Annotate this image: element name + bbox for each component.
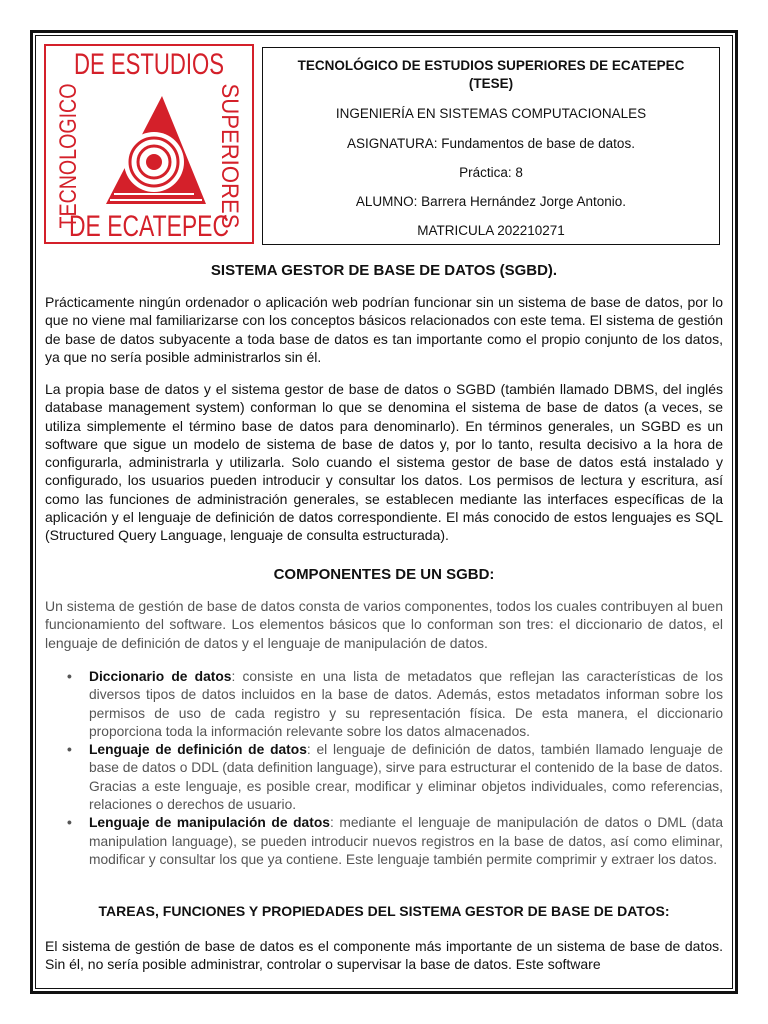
subject-name: ASIGNATURA: Fundamentos de base de datos. [347, 136, 635, 151]
bullet-text: : mediante el lenguaje de manipulación de datos o DML (data manipulation language), se pueden introducir nuevos registros en la base de datos, así como eliminar, modificar y consultar los que ya contiene. Este lenguaje también permite comprimir y extraer los datos. [89, 815, 724, 867]
bullet-label: Diccionario de datos [89, 669, 232, 684]
bullet-label: Lenguaje de definición de datos [89, 742, 307, 758]
logo-top-text: DE ESTUDIOS [74, 48, 224, 81]
header-info-box [262, 47, 720, 245]
logo-left-text: TECNOLOGICO [55, 51, 82, 229]
career-name: INGENIERÍA EN SISTEMAS COMPUTACIONALES [335, 106, 647, 121]
paragraph-components-intro: Un sistema de gestión de base de datos consta de varios componentes, todos los cuales contribuyen al buen funcionamiento del software. Los elementos básicos que lo conforman son tres: el diccionario de datos, el lenguaje de definición de datos y el lenguaje de manipulación de datos. [45, 598, 723, 651]
bullet-text: : consiste en una lista de metadatos que reflejan las características de los diversos tipos de datos incluidos en la base de datos. Además, estos metadatos informan sobre los permisos de uso de cada registro y su representación física. De esta manera, el diccionario proporciona toda la información relevante sobre los datos almacenados. [89, 669, 723, 739]
section-title-components: COMPONENTES DE UN SGBD: [273, 566, 495, 583]
logo-ring-center [146, 154, 162, 170]
institution-name: TECNOLÓGICO DE ESTUDIOS SUPERIORES DE ECATEPEC [297, 58, 685, 73]
student-id: MATRICULA 202210271 [417, 223, 565, 238]
components-list-container [45, 668, 723, 869]
list-item [45, 814, 723, 869]
components-list [45, 668, 723, 869]
bullet-dot: • [67, 669, 72, 684]
paragraph-intro: Prácticamente ningún ordenador o aplicación web podrían funcionar sin un sistema de base de datos, por lo que no viene mal familiarizarse con los conceptos básicos relacionados con este tema. El sistema de gestión de base de datos subyacente a toda base de datos es tan importante como el propio conjunto de los datos, ya que no sería posible administrarlos sin él. [45, 294, 723, 365]
logo-bottom-text: DE ECATEPEC [69, 210, 229, 243]
tese-logo [44, 44, 254, 244]
student-name: ALUMNO: Barrera Hernández Jorge Antonio. [355, 194, 627, 209]
paragraph-definition: La propia base de datos y el sistema gestor de base de datos o SGBD (también llamado DBMS, del inglés database management system) conforman lo que se denomina el sistema de base de datos (a veces, se utiliza simplemente el término base de datos para denominarlo). En términos generales, un SGBD es un software que sigue un modelo de sistema de base de datos y, por lo tanto, resulta decisivo a la hora de configurarla, administrarla y utilizarla. Solo cuando el sistema gestor de base de datos está instalado y configurado, los usuarios pueden introducir y consultar los datos. Los permisos de lectura y escritura, así como las funciones de administración generales, se establecen mediante las interfaces específicas de la aplicación y el lenguaje de definición de datos correspondiente. El más conocido de estos lenguajes es SQL (Structured Query Language, lenguaje de consulta estructurada). [45, 381, 723, 544]
logo-right-text: SUPERIORES [216, 83, 243, 241]
practice-number: Práctica: 8 [459, 165, 523, 180]
section-title-sgbd: SISTEMA GESTOR DE BASE DE DATOS (SGBD). [210, 262, 558, 279]
bullet-text: : el lenguaje de definición de datos, también llamado lenguaje de base de datos o DDL (data definition language), sirve para estructurar el contenido de la base de datos. Gracias a este lenguaje, es posible crear, modificar y eliminar objetos individuales, como referencias, relaciones o derechos de usuario. [89, 742, 723, 813]
paragraph-tasks: El sistema de gestión de base de datos es el componente más importante de un sistema de base de datos. Sin él, no sería posible administrar, controlar o supervisar la base de datos. Este software [45, 938, 723, 973]
institution-acronym: (TESE) [468, 76, 514, 91]
bullet-label: Lenguaje de manipulación de datos [89, 815, 330, 831]
bullet-dot: • [67, 742, 72, 758]
section-title-tasks: TAREAS, FUNCIONES Y PROPIEDADES DEL SISTEMA GESTOR DE BASE DE DATOS: [98, 903, 670, 919]
bullet-dot: • [67, 815, 72, 831]
list-item [45, 741, 723, 814]
list-item [45, 668, 723, 741]
